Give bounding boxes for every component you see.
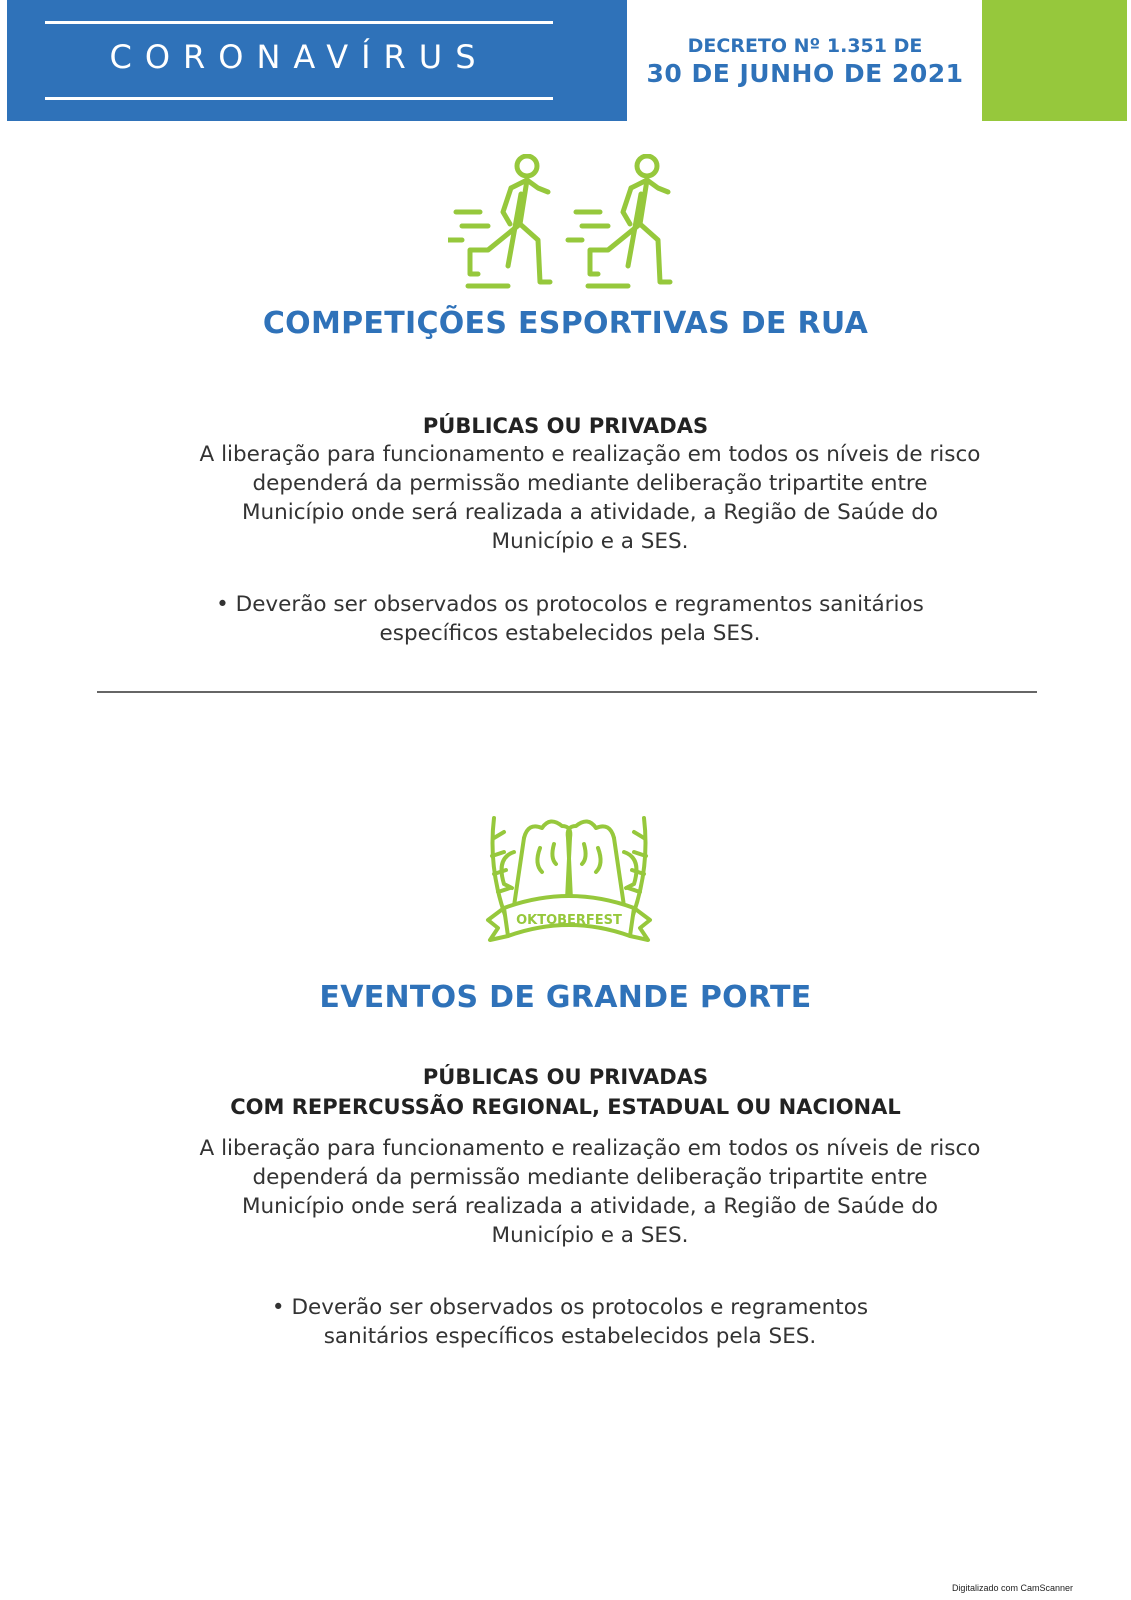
body-line: A liberação para funcionamento e realização em todos os níveis de risco (199, 1136, 981, 1161)
header-green-block (982, 0, 1127, 121)
section2-bullet (160, 1293, 980, 1351)
body-line: dependerá da permissão mediante deliberação tripartite entre (252, 1165, 928, 1190)
bullet-line: sanitários específicos estabelecidos pela SES. (323, 1324, 817, 1349)
runner-left (448, 156, 550, 286)
section-divider (97, 691, 1037, 693)
section2-body (150, 1134, 1030, 1250)
section1-subtitle: PÚBLICAS OU PRIVADAS (422, 414, 709, 438)
oktoberfest-icon (484, 808, 654, 970)
section2-subtitle-line1: PÚBLICAS OU PRIVADAS (422, 1065, 709, 1089)
header-top-rule (45, 21, 553, 24)
bullet-line: • Deverão ser observados os protocolos e regramentos sanitários (216, 592, 924, 617)
body-line: Município e a SES. (491, 529, 689, 554)
body-line: A liberação para funcionamento e realização em todos os níveis de risco (199, 442, 981, 467)
decree-info (640, 34, 970, 90)
bullet-line: específicos estabelecidos pela SES. (379, 621, 761, 646)
section2-subtitle-line2: COM REPERCUSSÃO REGIONAL, ESTADUAL OU NACIONAL (230, 1095, 901, 1119)
runner-right (568, 156, 670, 286)
decree-date: 30 DE JUNHO DE 2021 (646, 59, 964, 88)
scanner-watermark: Digitalizado com CamScanner (951, 1583, 1073, 1593)
body-line: Município onde será realizada a atividade, a Região de Saúde do (241, 1194, 939, 1219)
section1-body (150, 440, 1030, 556)
header-banner (7, 0, 627, 121)
decree-number: DECRETO Nº 1.351 DE (687, 35, 923, 57)
section2-title: EVENTOS DE GRANDE PORTE (319, 980, 812, 1015)
oktoberfest-label: OKTOBERFEST (516, 913, 622, 928)
header-title: CORONAVÍRUS (109, 38, 489, 76)
section1-title: COMPETIÇÕES ESPORTIVAS DE RUA (262, 306, 869, 341)
section2-subtitle (0, 1062, 1131, 1122)
body-line: Município e a SES. (491, 1223, 689, 1248)
bullet-line: • Deverão ser observados os protocolos e regramentos (271, 1295, 869, 1320)
header-bottom-rule (45, 97, 553, 100)
runners-icon (448, 154, 688, 298)
section1-bullet (160, 590, 980, 648)
body-line: dependerá da permissão mediante deliberação tripartite entre (252, 471, 928, 496)
body-line: Município onde será realizada a atividade, a Região de Saúde do (241, 500, 939, 525)
